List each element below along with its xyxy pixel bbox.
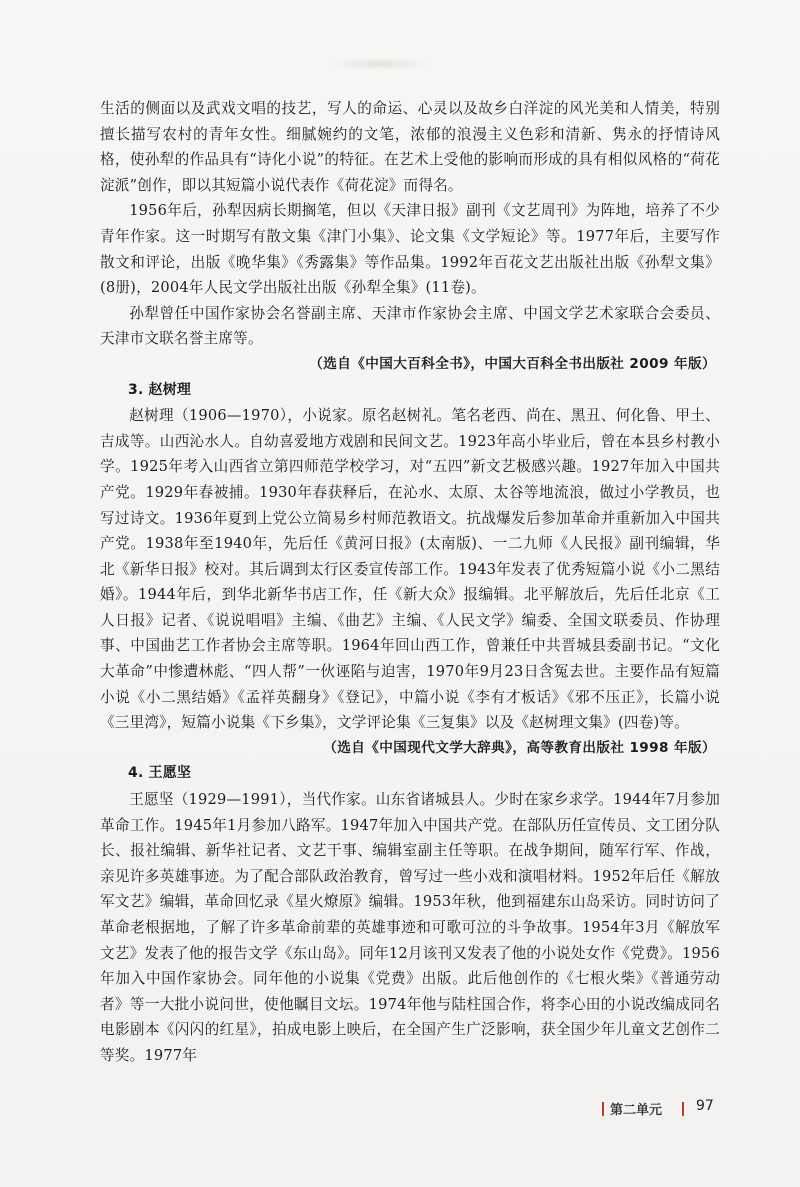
source-citation-2: （选自《中国现代文学大辞典》，高等教育出版社 1998 年版） — [323, 739, 716, 756]
source-citation-1: （选自《中国大百科全书》，中国大百科全书出版社 2009 年版） — [309, 355, 716, 372]
paragraph-zhao-shuli-bio: 赵树理（1906—1970），小说家。原名赵树礼。笔名老西、尚在、黑丑、何化鲁、甲土、吉成等。山西沁水人。自幼喜爱地方戏剧和民间文艺。1923年高小毕业后，曾在本县乡村教小学。1925年考入山西省立第四师范学校学习，对“五四”新文艺极感兴趣。1927年加入中国共产党。1929年春被捕。1930年春获释后，在沁水、太原、太谷等地流浪，做过小学教员，也写过诗文。1936年夏到上党公立简易乡村师范教语文。抗战爆发后参加革命并重新加入中国共产党。1938年至1940年，先后任《黄河日报》(太南版)、一二九师《人民报》副刊编辑，华北《新华日报》校对。其后调到太行区委宣传部工作。1943年发表了优秀短篇小说《小二黑结婚》。1944年后，到华北新华书店工作，任《新大众》报编辑。北平解放后，先后任北京《工人日报》记者、《说说唱唱》主编、《曲艺》主编、《人民文学》编委、全国文联委员、作协理事、中国曲艺工作者协会主席等职。1964年回山西工作，曾兼任中共晋城县委副书记。“文化大革命”中惨遭林彪、“四人帮”一伙诬陷与迫害，1970年9月23日含冤去世。主要作品有短篇小说《小二黑结婚》《孟祥英翻身》《登记》，中篇小说《李有才板话》《邪不压正》，长篇小说《三里湾》，短篇小说集《下乡集》，文学评论集《三复集》以及《赵树理文集》(四卷)等。 — [100, 407, 720, 732]
paragraph-sun-li-posts: 孙犁曾任中国作家协会名誉副主席、天津市作家协会主席、中国文学艺术家联合会委员、天津市文联名誉主席等。 — [100, 304, 720, 348]
scan-shadow — [330, 58, 430, 70]
paragraph-sun-li-later-works: 1956年后，孙犁因病长期搁笔，但以《天津日报》副刊《文艺周刊》为阵地，培养了不少青年作家。这一时期写有散文集《津门小集》、论文集《文学短论》等。1977年后，主要写作散文和评论，出版《晚华集》《秀露集》等作品集。1992年百花文艺出版社出版《孙犁文集》(8册)，2004年人民文学出版社出版《孙犁全集》(11卷)。 — [100, 202, 720, 297]
page-body — [100, 96, 720, 1069]
section-heading-wang-yuanjian: 4. 王愿坚 — [128, 765, 192, 782]
section-heading-zhao-shuli: 3. 赵树理 — [128, 381, 192, 398]
paragraph-sun-li-style: 生活的侧面以及武戏文唱的技艺，写人的命运、心灵以及故乡白洋淀的风光美和人情美，特别擅长描写农村的青年女性。细腻婉约的文笔，浓郁的浪漫主义色彩和清新、隽永的抒情诗风格，使孙犁的作品具有“诗化小说”的特征。在艺术上受他的影响而形成的具有相似风格的“荷花淀派”创作，即以其短篇小说代表作《荷花淀》而得名。 — [100, 100, 720, 194]
page-number: 97 — [696, 1098, 714, 1114]
page-footer — [600, 1098, 730, 1122]
paragraph-wang-yuanjian-bio: 王愿坚（1929—1991），当代作家。山东省诸城县人。少时在家乡求学。1944年7月参加革命工作。1945年1月参加八路军。1947年加入中国共产党。在部队历任宣传员、文工团分队长、报社编辑、新华社记者、文艺干事、编辑室副主任等职。在战争期间，随军行军、作战，亲见许多英雄事迹。为了配合部队政治教育，曾写过一些小戏和演唱材料。1952年后任《解放军文艺》编辑，革命回忆录《星火燎原》编辑。1953年秋，他到福建东山岛采访。同时访问了革命老根据地，了解了许多革命前辈的英雄事迹和可歌可泣的斗争故事。1954年3月《解放军文艺》发表了他的报告文学《东山岛》。同年12月该刊又发表了他的小说处女作《党费》。1956年加入中国作家协会。同年他的小说集《党费》出版。此后他创作的《七根火柴》《普通劳动者》等一大批小说问世，使他瞩目文坛。1974年他与陆柱国合作，将李心田的小说改编成同名电影剧本《闪闪的红星》，拍成电影上映后，在全国产生广泛影响，获全国少年儿童文艺创作二等奖。1977年 — [100, 791, 720, 1064]
unit-label: 第二单元 — [610, 1103, 663, 1118]
footer-divider-left — [602, 1102, 604, 1116]
footer-divider-right — [682, 1102, 684, 1116]
